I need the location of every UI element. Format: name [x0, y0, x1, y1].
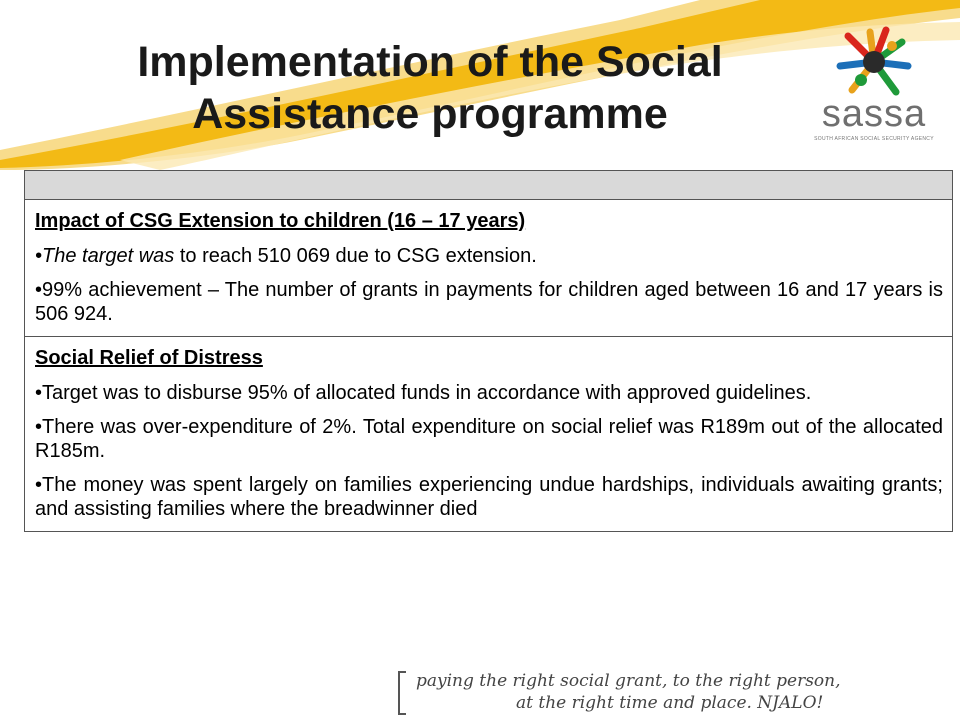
- table-row: [25, 337, 953, 532]
- bullet-item: [35, 473, 943, 521]
- slide-title-line1: Implementation of the Social: [137, 38, 723, 86]
- bullet-text: •99% achievement – The number of grants in payments for children aged between 16 and 17 years is 506 924.: [35, 279, 943, 325]
- slogan-text: [416, 670, 841, 714]
- bracket-icon: [396, 670, 408, 716]
- bullet-text: •There was over-expenditure of 2%. Total expenditure on social relief was R189m out of the allocated R185m.: [35, 416, 943, 462]
- table-header-band: [25, 171, 953, 200]
- bullet-italic-lead: •The target was: [35, 245, 175, 267]
- slide-title: [30, 36, 830, 140]
- table-header-row: [25, 171, 953, 200]
- logo-subtitle: SOUTH AFRICAN SOCIAL SECURITY AGENCY: [814, 136, 934, 142]
- bullet-text: •The money was spent largely on families experiencing undue hardships, individuals awaiting grants; and assisting families where the breadwinner died: [35, 474, 943, 520]
- bullet-text: to reach 510 069 due to CSG extension.: [174, 245, 537, 267]
- bullet-item: [35, 415, 943, 463]
- table-row: [25, 200, 953, 337]
- logo-wordmark: sassa: [821, 93, 927, 135]
- csg-extension-cell: [25, 200, 953, 337]
- slogan-line1: paying the right social grant, to the right person,: [416, 671, 841, 691]
- slogan-line2: at the right time and place. NJALO!: [516, 693, 824, 713]
- social-relief-cell: [25, 337, 953, 532]
- content-table: [24, 170, 953, 532]
- footer-slogan: [396, 670, 960, 720]
- section-heading: Impact of CSG Extension to children (16 – 17 years): [35, 210, 526, 232]
- sassa-logo: [808, 22, 940, 142]
- bullet-text: •Target was to disburse 95% of allocated funds in accordance with approved guidelines.: [35, 382, 812, 404]
- bullet-item: [35, 381, 943, 405]
- bullet-item: [35, 278, 943, 326]
- slide-title-line2: Assistance programme: [192, 90, 668, 138]
- bullet-item: [35, 244, 943, 268]
- sassa-hands-logo-icon: [834, 22, 914, 100]
- section-heading: Social Relief of Distress: [35, 347, 263, 369]
